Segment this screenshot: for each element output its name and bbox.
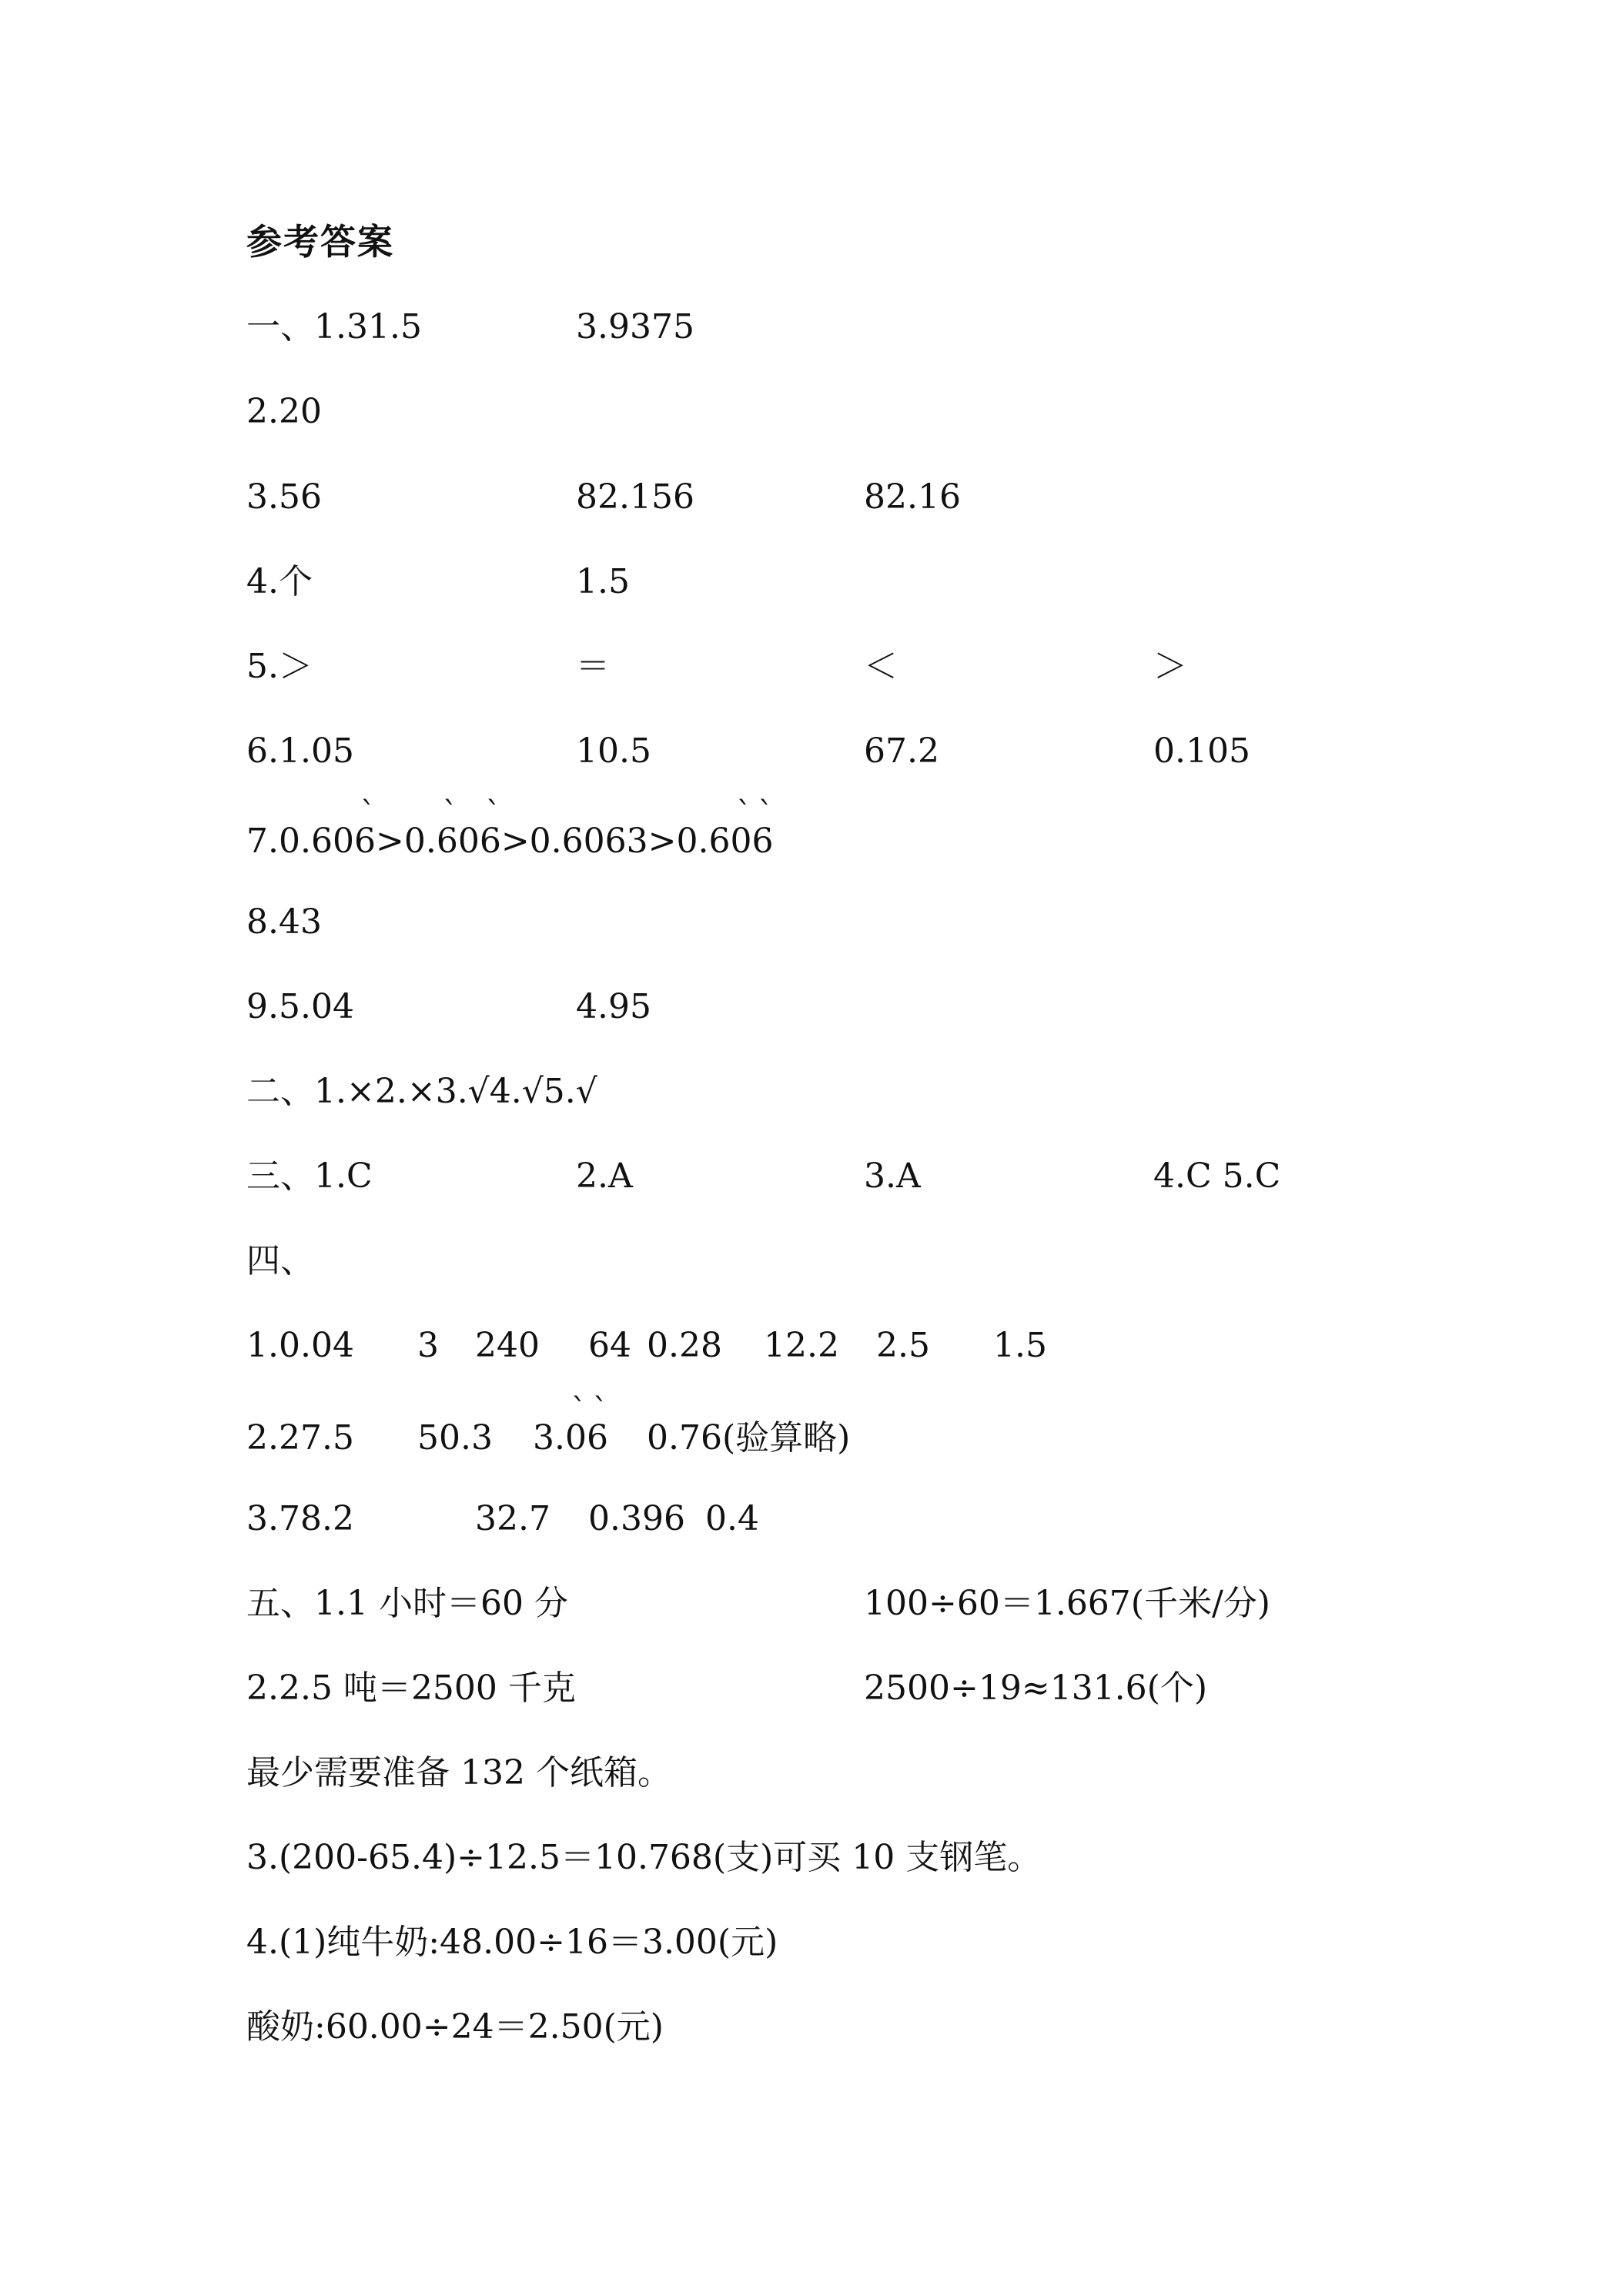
answer-cell: 2.A (576, 1156, 633, 1196)
answer-cell: ＞ (1153, 647, 1187, 686)
answer-cell: 100÷60＝1.667(千米/分) (864, 1584, 1270, 1623)
answer-cell: 1.5 (576, 562, 630, 601)
section-heading-4 (246, 1238, 1617, 1284)
answer-cell: 5.＞ (246, 647, 313, 686)
answer-cell: 82.16 (864, 477, 961, 517)
answer-line-1-7 (246, 818, 1617, 865)
answer-line-1-9 (246, 984, 1617, 1030)
answer-cell: 240 (475, 1326, 540, 1365)
answer-line-4-2 (246, 1415, 1617, 1461)
repeating-digit: ` 6 (354, 818, 376, 865)
answer-cell: 8.43 (246, 902, 322, 942)
page-title: 参考答案 (246, 221, 394, 263)
answer-cell: 0.28 (647, 1326, 722, 1365)
answer-cell: 2.27.5 (246, 1418, 354, 1458)
answer-cell: 2.5 (876, 1326, 930, 1365)
repeating-decimal-comparison (246, 818, 773, 865)
answer-cell: 三、1.C (246, 1156, 373, 1196)
text-segment: 0 (457, 822, 480, 861)
answer-cell: 3.A (864, 1156, 921, 1196)
answer-cell: 4.(1)纯牛奶:48.00÷16＝3.00(元) (246, 1923, 778, 1962)
text-segment: 7.0.60 (246, 822, 354, 861)
text-segment: >0.6063>0.6 (500, 822, 731, 861)
answer-line-5-5 (246, 1919, 1617, 1966)
answer-cell: 2500÷19≈131.6(个) (864, 1668, 1207, 1708)
answer-cell: 二、1.×2.×3.√4.√5.√ (246, 1072, 597, 1111)
answer-line-1-8 (246, 899, 1617, 946)
answer-cell: 3.(200-65.4)÷12.5＝10.768(支)可买 10 支钢笔。 (246, 1838, 1042, 1877)
answer-cell: 3.9375 (576, 307, 694, 346)
repeating-digit: ` 6 (587, 1415, 608, 1461)
answer-line-5-4 (246, 1835, 1617, 1881)
answer-cell: 82.156 (576, 477, 694, 517)
answer-cell: 3 (417, 1326, 439, 1365)
answer-cell: 0.105 (1153, 731, 1250, 771)
answer-cell: 酸奶:60.00÷24＝2.50(元) (246, 2007, 664, 2047)
answer-cell: 67.2 (864, 731, 939, 771)
answer-line-5-6 (246, 2004, 1617, 2050)
answer-line-1-6 (246, 728, 1617, 775)
answer-cell: ＜ (864, 647, 898, 686)
answer-line-5-1 (246, 1581, 1617, 1627)
answer-cell: 最少需要准备 132 个纸箱。 (246, 1753, 671, 1792)
text-segment: 3. (533, 1418, 565, 1458)
repeating-digit: ` 0 (565, 1415, 587, 1461)
answer-cell: 3.56 (246, 477, 322, 517)
answer-cell: 4.C 5.C (1153, 1156, 1281, 1196)
repeating-decimal (533, 1415, 608, 1461)
answer-cell: 32.7 (475, 1499, 550, 1538)
answer-cell: 1.0.04 (246, 1326, 354, 1365)
answer-cell: 0.396 (588, 1499, 685, 1538)
answer-cell: 一、1.31.5 (246, 307, 422, 346)
answer-cell: ＝ (576, 647, 610, 686)
answer-cell: 五、1.1 小时＝60 分 (246, 1584, 568, 1623)
repeating-digit: ` 6 (751, 818, 773, 865)
answer-cell: 9.5.04 (246, 987, 354, 1026)
answer-cell: 0.76(验算略) (647, 1418, 851, 1458)
repeating-digit: ` 0 (730, 818, 751, 865)
answer-cell: 4.95 (576, 987, 651, 1026)
answer-line-3 (246, 1153, 1617, 1200)
text-segment: >0. (375, 822, 437, 861)
answer-cell: 0.4 (705, 1499, 759, 1538)
answer-line-2 (246, 1069, 1617, 1115)
answer-cell: 1.5 (993, 1326, 1047, 1365)
answer-cell: 6.1.05 (246, 731, 354, 771)
section-heading: 四、 (246, 1241, 314, 1280)
answer-cell: 3.78.2 (246, 1499, 354, 1538)
answer-cell: 64 (588, 1326, 631, 1365)
answer-cell: 50.3 (417, 1418, 493, 1458)
answer-line-5-3 (246, 1750, 1617, 1796)
answer-line-1-1 (246, 304, 1617, 350)
answer-cell: 2.20 (246, 392, 322, 431)
answer-cell: 4.个 (246, 562, 313, 601)
answer-line-5-2 (246, 1665, 1617, 1712)
answer-cell: 2.2.5 吨＝2500 千克 (246, 1668, 576, 1708)
answer-line-4-1 (246, 1323, 1617, 1369)
answer-line-1-2 (246, 389, 1617, 435)
answer-line-1-3 (246, 474, 1617, 520)
repeating-digit: ` 6 (437, 818, 458, 865)
answer-cell: 12.2 (764, 1326, 839, 1365)
answer-line-1-5 (246, 644, 1617, 690)
answer-line-1-4 (246, 559, 1617, 605)
answer-line-4-3 (246, 1496, 1617, 1542)
repeating-digit: ` 6 (480, 818, 501, 865)
answer-cell: 10.5 (576, 731, 651, 771)
